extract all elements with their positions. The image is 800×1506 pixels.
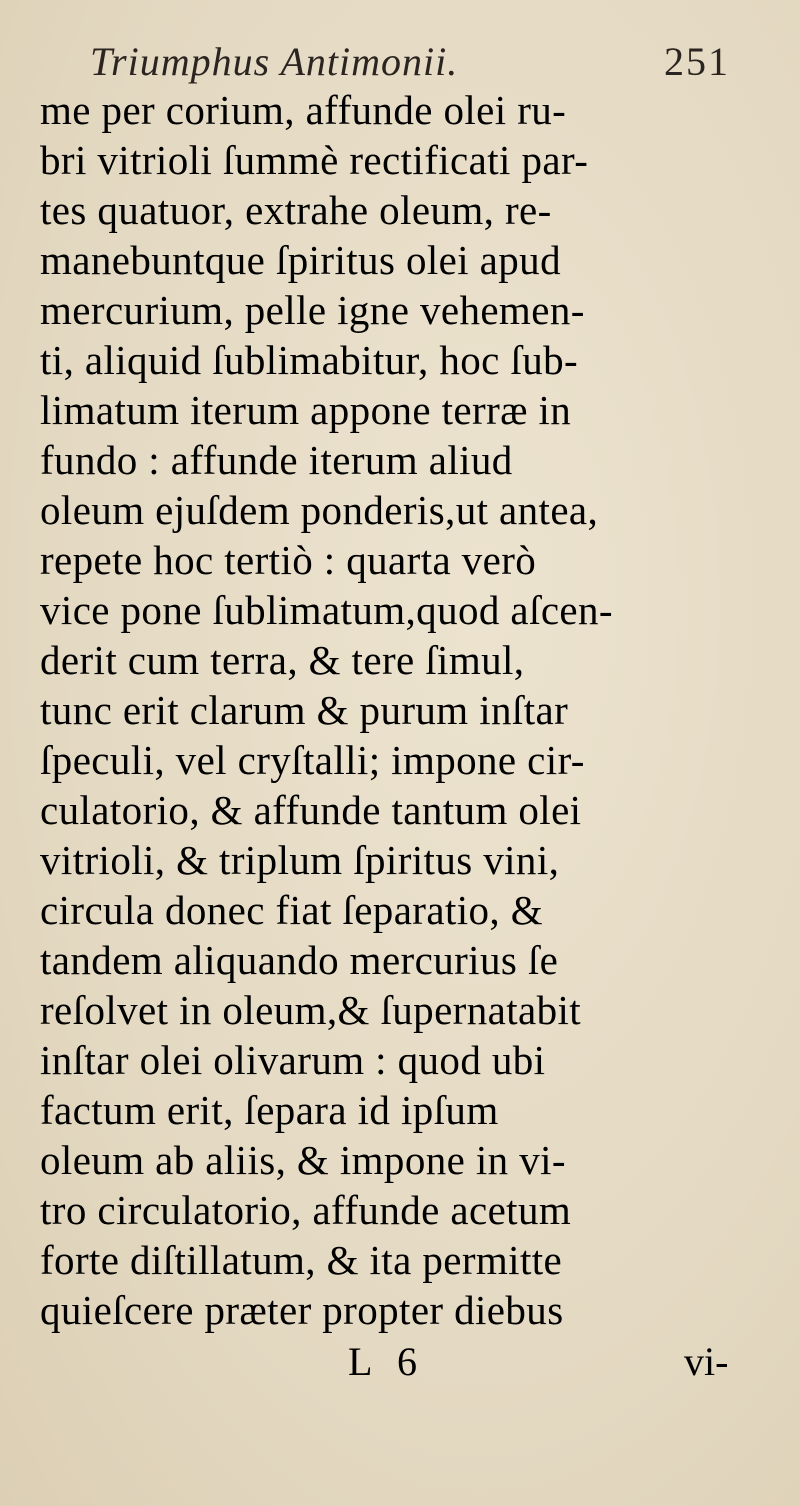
page-header (0, 28, 800, 88)
text-line: oleum ejuſdem ponderis,ut antea, (40, 487, 599, 533)
page-number: 251 (664, 39, 730, 84)
signature-mark: L 6 (348, 1339, 425, 1384)
text-line: tes quatuor, extrahe oleum, re- (40, 187, 552, 233)
text-line: vitrioli, & triplum ſpiritus vini, (40, 837, 560, 883)
text-line: factum erit, ſepara id ipſum (40, 1087, 499, 1133)
text-line: limatum iterum appone terræ in (40, 387, 572, 433)
text-line: me per corium, affunde olei ru- (40, 87, 567, 133)
text-line: mercurium, pelle igne vehemen- (40, 287, 585, 333)
text-line: tunc erit clarum & purum inſtar (40, 687, 569, 733)
text-line: tandem aliquando mercurius ſe (40, 937, 559, 983)
text-line: forte diſtillatum, & ita permitte (40, 1237, 563, 1283)
text-line: reſolvet in oleum,& ſupernatabit (40, 987, 582, 1033)
text-line: fundo : affunde iterum aliud (40, 437, 513, 483)
text-line: culatorio, & affunde tantum olei (40, 787, 582, 833)
text-line: quieſcere præter propter diebus (40, 1287, 564, 1333)
catchword: vi- (684, 1339, 729, 1384)
text-line: derit cum terra, & tere ſimul, (40, 637, 525, 683)
text-line: ſpeculi, vel cryſtalli; impone cir- (40, 737, 585, 783)
text-line: vice pone ſublimatum,quod aſcen- (40, 587, 613, 633)
text-line: tro circulatorio, affunde acetum (40, 1187, 572, 1233)
text-line: manebuntque ſpiritus olei apud (40, 237, 561, 283)
text-line: bri vitrioli ſummè rectificati par- (40, 137, 589, 183)
text-line: inſtar olei olivarum : quod ubi (40, 1037, 546, 1083)
page-text (0, 28, 800, 88)
running-title: Triumphus Antimonii. (90, 39, 459, 84)
text-line: oleum ab aliis, & impone in vi- (40, 1137, 566, 1183)
text-line: circula donec fiat ſeparatio, & (40, 887, 544, 933)
text-line: ti, aliquid ſublimabitur, hoc ſub- (40, 337, 579, 383)
text-line: repete hoc tertiò : quarta verò (40, 537, 537, 583)
